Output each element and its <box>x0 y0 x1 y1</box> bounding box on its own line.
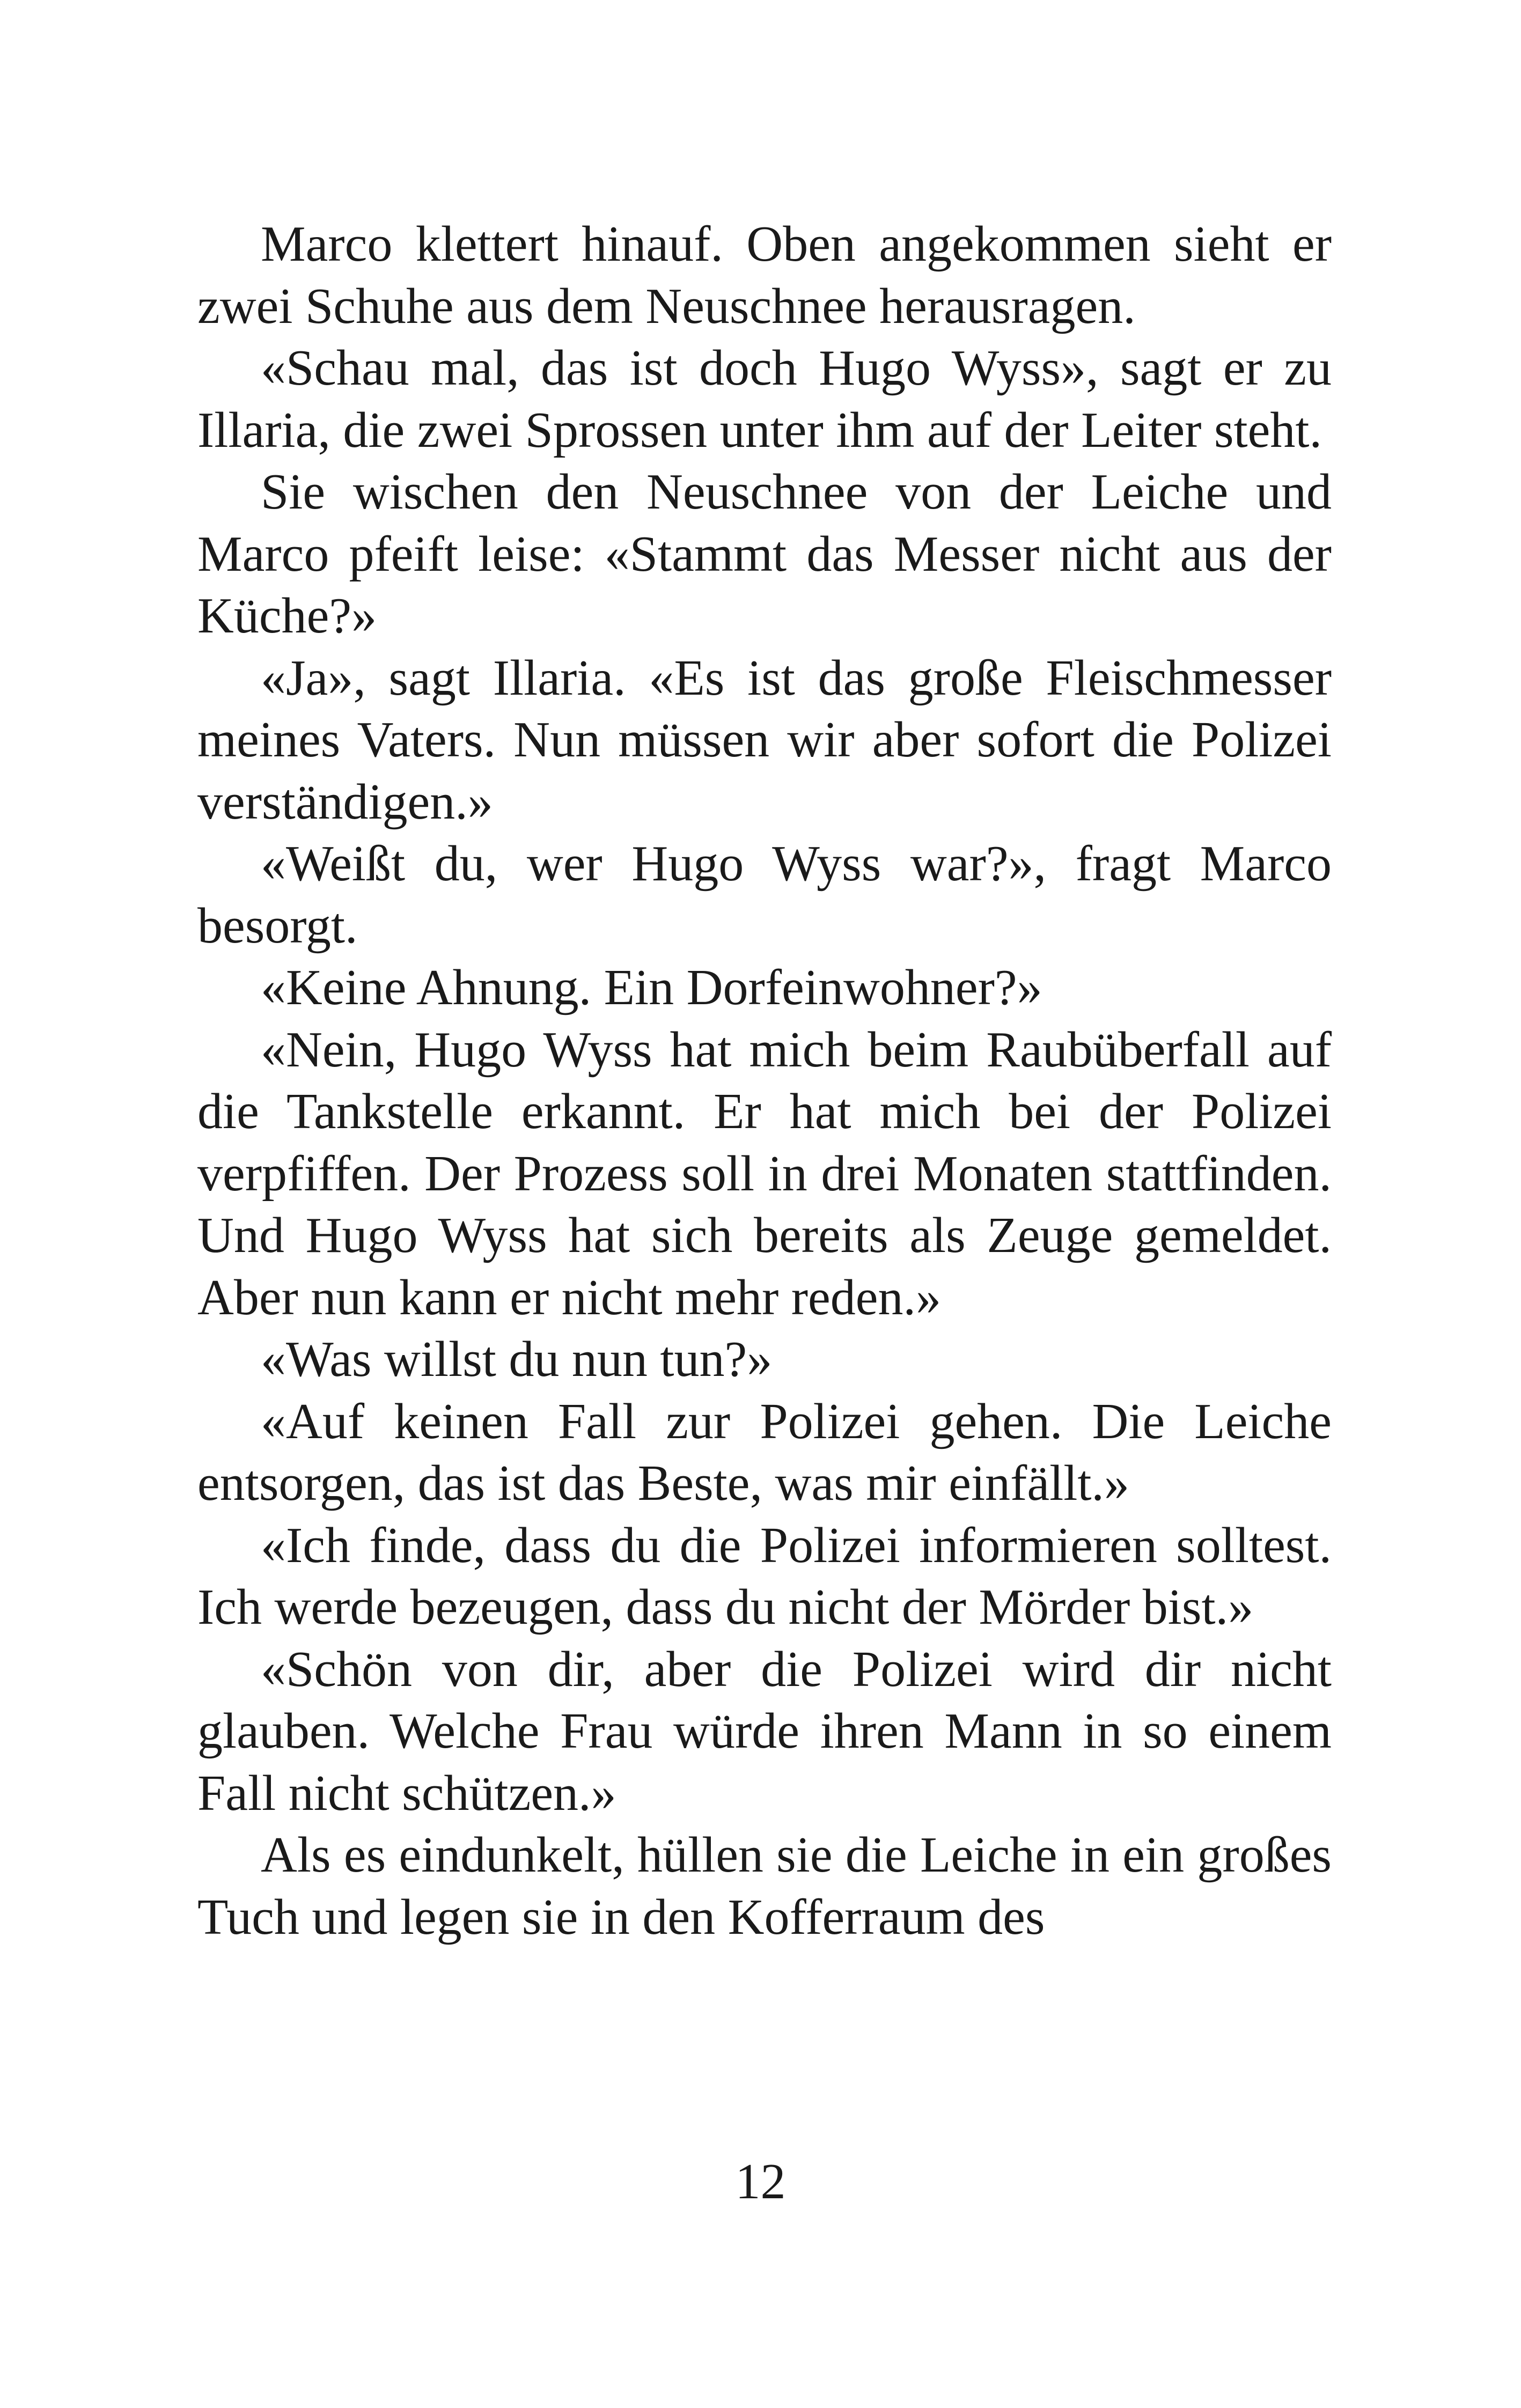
paragraph: Als es eindunkelt, hüllen sie die Leiche in ein großes Tuch und legen sie in den Kofferraum des <box>197 1827 1332 1945</box>
paragraph: «Weißt du, wer Hugo Wyss war?», fragt Marco besorgt. <box>197 836 1332 954</box>
paragraph: «Ich finde, dass du die Polizei informieren solltest. Ich werde bezeugen, dass du nicht der Mörder bist.» <box>197 1517 1332 1635</box>
paragraph: «Schau mal, das ist doch Hugo Wyss», sagt er zu Illaria, die zwei Sprossen unter ihm auf der Leiter steht. <box>197 340 1332 458</box>
paragraph: «Keine Ahnung. Ein Dorfeinwohner?» <box>261 960 1042 1015</box>
paragraph: «Was willst du nun tun?» <box>261 1331 773 1387</box>
body-text <box>197 213 1332 1948</box>
paragraph: «Schön von dir, aber die Polizei wird dir nicht glauben. Welche Frau würde ihren Mann in so einem Fall nicht schützen.» <box>197 1641 1332 1821</box>
paragraph: Sie wischen den Neuschnee von der Leiche und Marco pfeift leise: «Stammt das Messer nicht aus der Küche?» <box>197 464 1332 644</box>
page-number: 12 <box>735 2154 786 2210</box>
paragraph: «Nein, Hugo Wyss hat mich beim Raubüberfall auf die Tankstelle erkannt. Er hat mich bei der Polizei verpfiffen. Der Prozess soll in drei Monaten stattfinden. Und Hugo Wyss hat sich bereits als Zeuge gemeldet. Aber nun kann er nicht mehr reden.» <box>197 1021 1332 1325</box>
paragraph: Marco klettert hinauf. Oben angekommen sieht er zwei Schuhe aus dem Neuschnee herausragen. <box>197 216 1332 334</box>
paragraph: «Ja», sagt Illaria. «Es ist das große Fleischmesser meines Vaters. Nun müssen wir aber sofort die Polizei verständigen.» <box>197 650 1332 830</box>
paragraph: «Auf keinen Fall zur Polizei gehen. Die Leiche entsorgen, das ist das Beste, was mir einfällt.» <box>197 1393 1332 1511</box>
